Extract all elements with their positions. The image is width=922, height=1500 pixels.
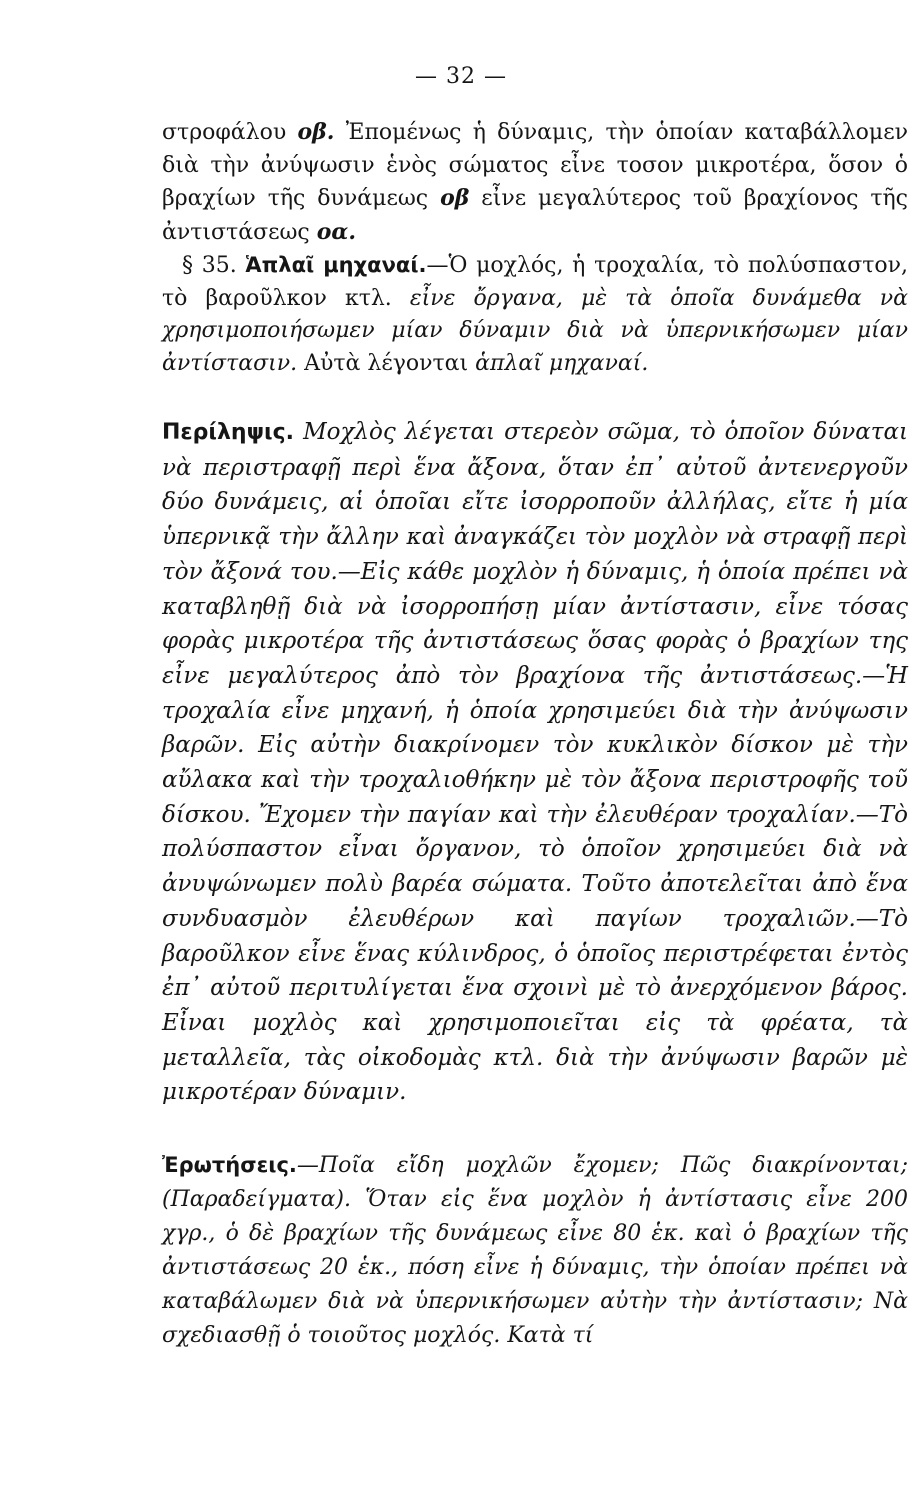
paragraph-text-b: εἶνε μεγαλύτερος τοῦ βραχίονος τῆς ἀντιστάσεως (162, 186, 909, 245)
summary-heading: Περίληψις. (162, 420, 294, 445)
questions-text: —Ποῖα εἴδη μοχλῶν ἔχομεν; Πῶς διακρίνονται; (Παραδείγματα). Ὅταν εἰς ἕνα μοχλὸν ἡ ἀντίστασις εἶνε 200 χγρ., ὁ δὲ βραχίων τῆς δυνάμεως εἶνε 80 ἑκ. καὶ ὁ βραχίων τῆς ἀντιστάσεως 20 ἑκ., πόση εἶνε ἡ δύναμις, τὴν ὁποίαν πρέπει νὰ καταβάλωμεν διὰ νὰ ὑπερνικήσωμεν αὐτὴν τὴν ἀντίστασιν; Νὰ σχεδιασθῇ ὁ τοιοῦτος μοχλός. Κατὰ τί (162, 1153, 908, 1349)
section-definition: εἶνε ὄργανα, μὲ τὰ ὁποῖα δυνάμεθα νὰ χρησιμοποιήσωμεν μίαν δύναμιν διὰ νὰ ὑπερνικήσωμεν μίαν ἀντίστασιν. (162, 285, 908, 376)
paragraph-prefix: στροφάλου (162, 120, 287, 145)
paragraph-continuation (162, 116, 908, 249)
label-oa: οα. (316, 218, 357, 245)
questions-heading: Ἐρωτήσεις. (162, 1153, 297, 1178)
section-title: Ἁπλαῖ μηχαναί. (245, 253, 427, 277)
section-text-end: ἁπλαῖ μηχαναί. (475, 350, 649, 376)
page-body (162, 116, 908, 1353)
summary-text: Μοχλὸς λέγεται στερεὸν σῶμα, τὸ ὁποῖον δύναται νὰ περιστραφῇ περὶ ἕνα ἄξονα, ὅταν ἐπ᾽ αὐτοῦ ἀντενεργοῦν δύο δυνάμεις, αἱ ὁποῖαι εἴτε ἰσορροποῦν ἀλλήλας, εἴτε ἡ μία ὑπερνικᾷ τὴν ἄλλην καὶ ἀναγκάζει τὸν μοχλὸν νὰ στραφῇ περὶ τὸν ἄξονά του.—Εἰς κάθε μοχλὸν ἡ δύναμις, ἡ ὁποία πρέπει νὰ καταβληθῇ διὰ νὰ ἰσορροπήσῃ μίαν ἀντίστασιν, εἶνε τόσας φορὰς μικροτέρα τῆς ἀντιστάσεως ὅσας φορὰς ὁ βραχίων της εἶνε μεγαλύτερος ἀπὸ τὸν βραχίονα τῆς ἀντιστάσεως.—Ἡ τροχαλία εἶνε μηχανή, ἡ ὁποία χρησιμεύει διὰ τὴν ἀνύψωσιν βαρῶν. Εἰς αὐτὴν διακρίνομεν τὸν κυκλικὸν δίσκον μὲ τὴν αὔλακα καὶ τὴν τροχαλιοθήκην μὲ τὸν ἄξονα περιστροφῆς τοῦ δίσκου. Ἔχομεν τὴν παγίαν καὶ τὴν ἐλευθέραν τροχαλίαν.—Τὸ πολύσπαστον εἶναι ὄργανον, τὸ ὁποῖον χρησιμεύει διὰ νὰ ἀνυψώνωμεν πολὺ βαρέα σώματα. Τοῦτο ἀποτελεῖται ἀπὸ ἕνα συνδυασμὸν ἐλευθέρων καὶ παγίων τροχαλιῶν.—Τὸ βαροῦλκον εἶνε ἕνας κύλινδρος, ὁ ὁποῖος περιστρέφεται ἐντὸς ἐπ᾽ αὐτοῦ περιτυλίγεται ἕνα σχοινὶ μὲ τὸ ἀνερχόμενον βάρος. Εἶναι μοχλὸς καὶ χρησιμοποιεῖται εἰς τὰ φρέατα, τὰ μεταλλεῖα, τὰς οἰκοδομὰς κτλ. διὰ τὴν ἀνύψωσιν βαρῶν μὲ μικροτέραν δύναμιν. (162, 419, 908, 1106)
label-ob-2: οβ (440, 185, 470, 211)
summary-paragraph (162, 415, 908, 1110)
section-text-b: Αὐτὰ λέγονται (304, 350, 469, 376)
section-text-a: —Ὁ μοχλός, ἡ τροχαλία, τὸ πολύσπαστον, τὸ βαροῦλκον κτλ. (162, 253, 909, 311)
questions-paragraph (162, 1148, 908, 1353)
page-number: — 32 — (415, 64, 507, 89)
section-35 (162, 249, 908, 380)
label-ob: οβ. (297, 119, 335, 145)
section-number: § 35. (182, 253, 237, 278)
paragraph-text-a: Ἐπομένως ἡ δύναμις, τὴν ὁποίαν καταβάλλομεν διὰ τὴν ἀνύψωσιν ἑνὸς σώματος εἶνε τοσον μικροτέρα, ὅσον ὁ βραχίων τῆς δυνάμεως (162, 120, 908, 211)
